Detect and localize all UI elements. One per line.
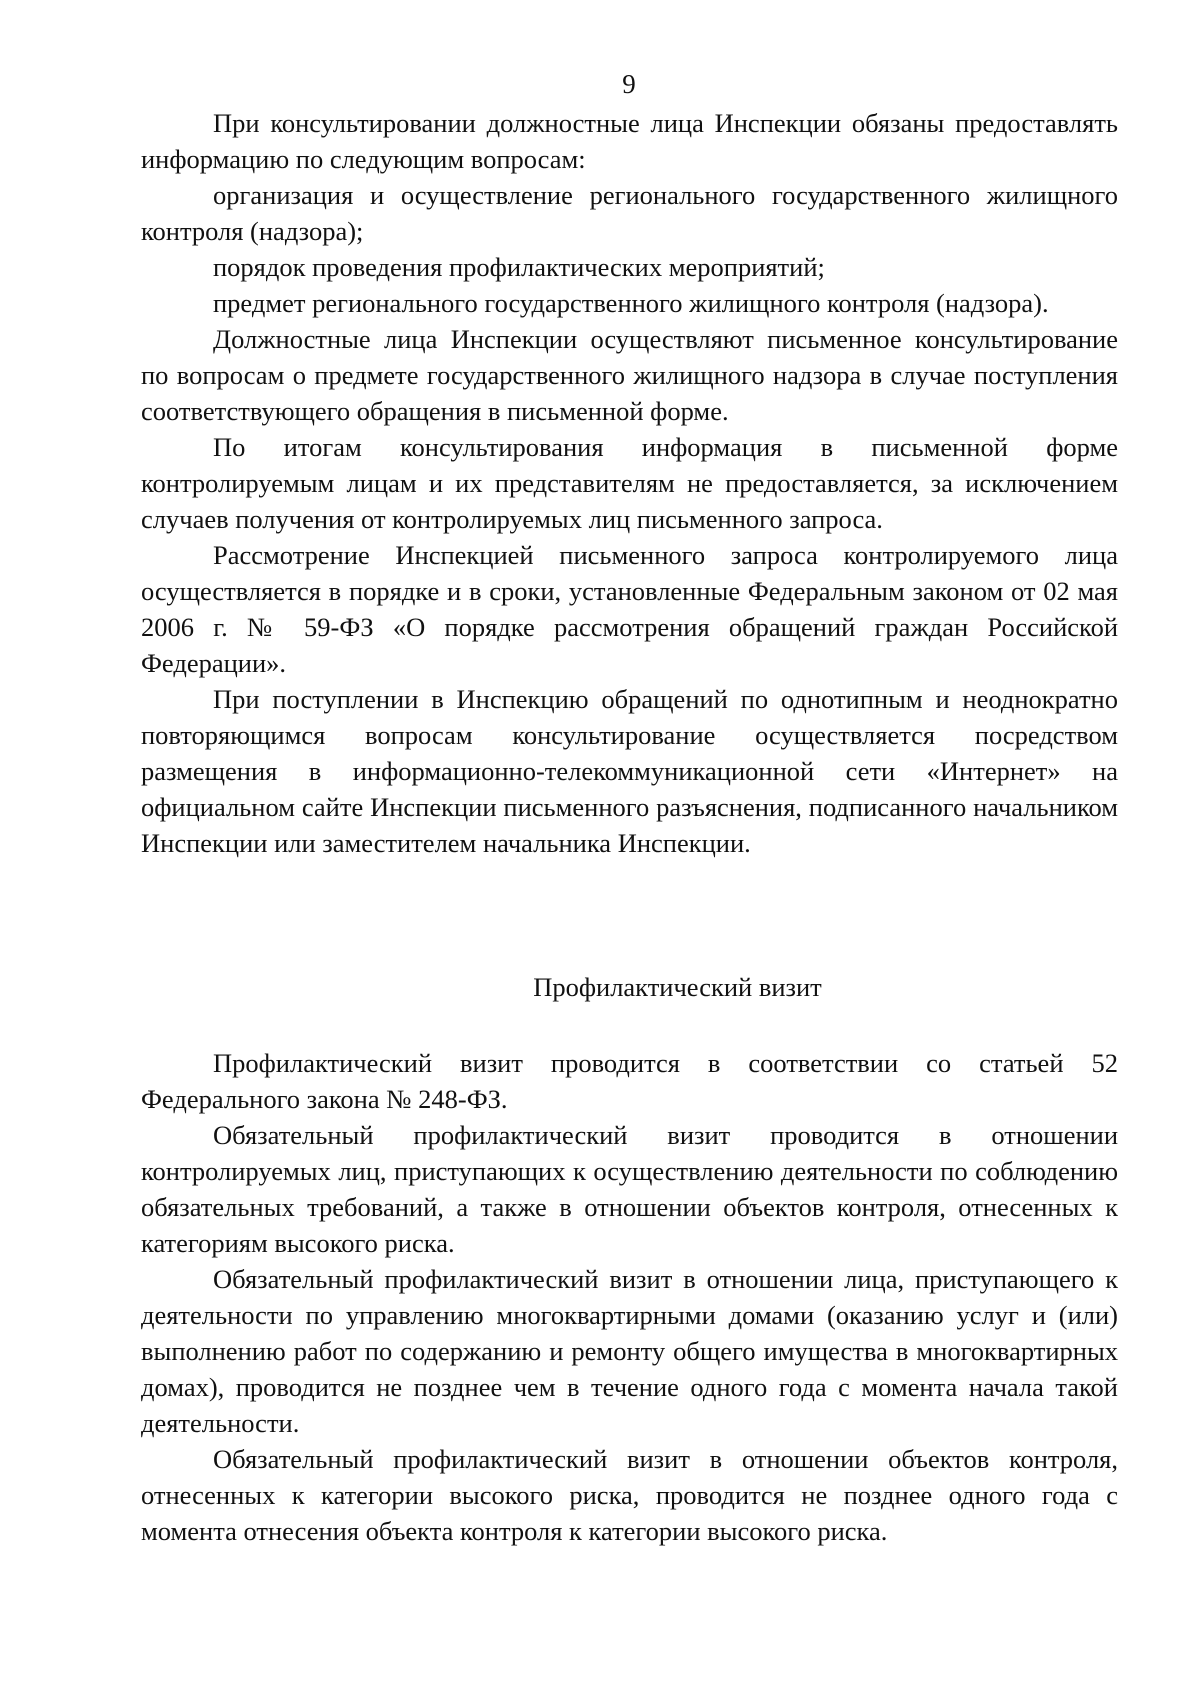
paragraph: По итогам консультирования информация в письменной форме контролируемым лицам и их представителям не предоставляется, за исключением случаев получения от контролируемых лиц письменного запроса. <box>141 432 1118 534</box>
paragraph: Обязательный профилактический визит проводится в отношении контролируемых лиц, приступающих к осуществлению деятельности по соблюдению обязательных требований, а также в отношении объектов контроля, отнесенных к категориям высокого риска. <box>141 1120 1118 1258</box>
paragraph: порядок проведения профилактических мероприятий; <box>213 252 825 282</box>
paragraph: предмет регионального государственного жилищного контроля (надзора). <box>213 288 1049 318</box>
paragraph: Обязательный профилактический визит в отношении лица, приступающего к деятельности по управлению многоквартирными домами (оказанию услуг и (или) выполнению работ по содержанию и ремонту общего имущества в многоквартирных домах), проводится не позднее чем в течение одного года с момента начала такой деятельности. <box>141 1264 1118 1438</box>
section-heading: Профилактический визит <box>533 972 822 1002</box>
text-block-top <box>141 105 1118 861</box>
page-number: 9 <box>622 69 636 99</box>
paragraph: При консультировании должностные лица Инспекции обязаны предоставлять информацию по следующим вопросам: <box>141 108 1118 174</box>
paragraph: Рассмотрение Инспекцией письменного запроса контролируемого лица осуществляется в порядке и в сроки, установленные Федеральным законом от 02 мая 2006 г. № 59-ФЗ «О порядке рассмотрения обращений граждан Российской Федерации». <box>141 540 1118 678</box>
text-block-bottom <box>141 1045 1118 1549</box>
paragraph: Профилактический визит проводится в соответствии со статьей 52 Федерального закона № 248-ФЗ. <box>141 1048 1118 1114</box>
paragraph: При поступлении в Инспекцию обращений по однотипным и неоднократно повторяющимся вопросам консультирование осуществляется посредством размещения в информационно-телекоммуникационной сети «Интернет» на официальном сайте Инспекции письменного разъяснения, подписанного начальником Инспекции или заместителем начальника Инспекции. <box>141 684 1118 858</box>
paragraph: Обязательный профилактический визит в отношении объектов контроля, отнесенных к категории высокого риска, проводится не позднее одного года с момента отнесения объекта контроля к категории высокого риска. <box>141 1444 1118 1546</box>
paragraph: организация и осуществление регионального государственного жилищного контроля (надзора); <box>141 180 1118 246</box>
paragraph: Должностные лица Инспекции осуществляют письменное консультирование по вопросам о предмете государственного жилищного надзора в случае поступления соответствующего обращения в письменной форме. <box>141 324 1118 426</box>
